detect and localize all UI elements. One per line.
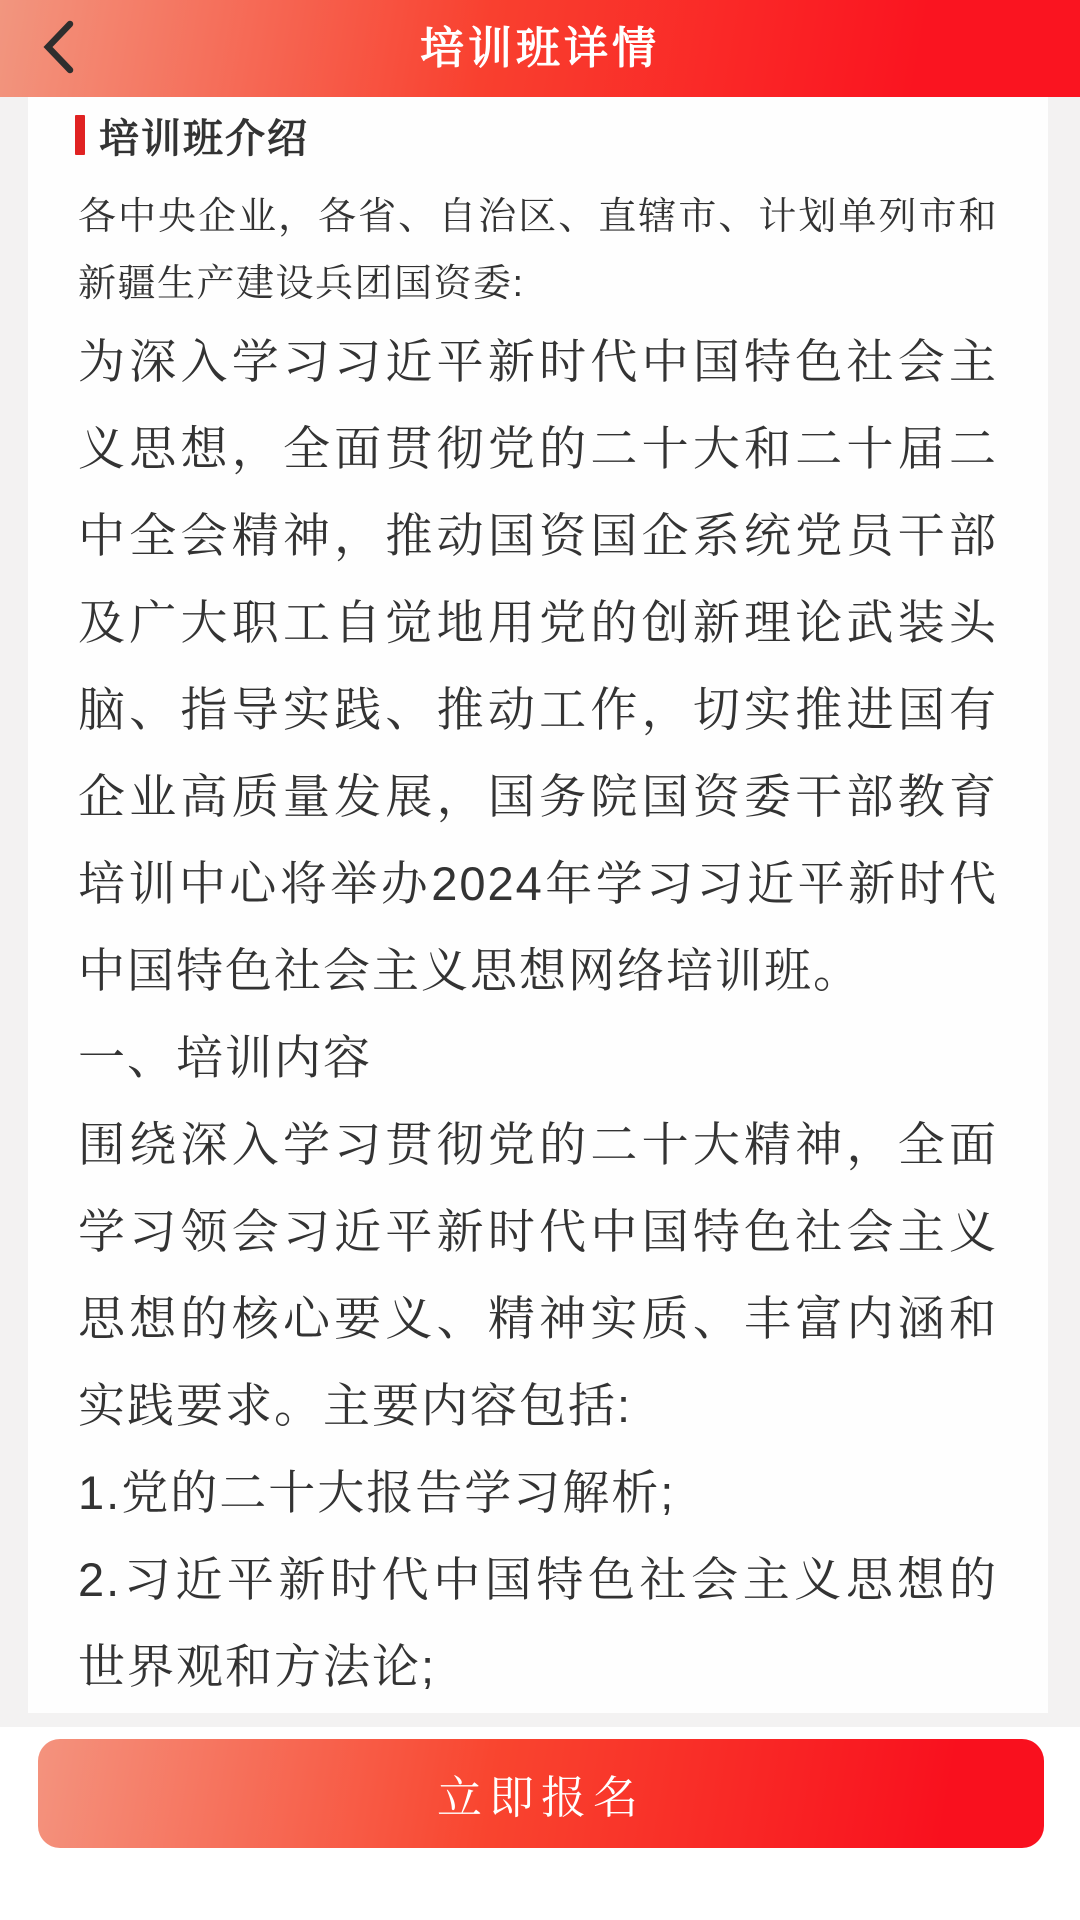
section-title: 培训班介绍 [99, 116, 309, 161]
paragraph-addressees: 各中央企业，各省、自治区、直辖市、计划单列市和新疆生产建设兵团国资委: [78, 196, 998, 305]
bottom-action-bar [0, 1727, 1080, 1920]
content-card[interactable] [28, 97, 1048, 1713]
signup-button-label: 立即报名 [436, 1772, 645, 1823]
section-accent-bar [75, 115, 85, 155]
chevron-left-icon [38, 19, 78, 78]
back-button[interactable] [20, 10, 96, 86]
heading-training-content: 一、培训内容 [78, 1031, 372, 1084]
signup-button[interactable] [38, 1739, 1044, 1848]
list-item-2: 2.习近平新时代中国特色社会主义思想的世界观和方法论; [78, 1553, 998, 1693]
page-title: 培训班详情 [420, 24, 660, 73]
paragraph-scope: 围绕深入学习贯彻党的二十大精神，全面学习领会习近平新时代中国特色社会主义思想的核心要义、精神实质、丰富内涵和实践要求。主要内容包括: [78, 1118, 998, 1432]
section-title-row [75, 113, 998, 161]
list-item-1: 1.党的二十大报告学习解析; [78, 1466, 676, 1519]
paragraph-purpose: 为深入学习习近平新时代中国特色社会主义思想，全面贯彻党的二十大和二十届二中全会精神，推动国资国企系统党员干部及广大职工自觉地用党的创新理论武装头脑、指导实践、推动工作，切实推进国有企业高质量发展，国务院国资委干部教育培训中心将举办2024年学习习近平新时代中国特色社会主义思想网络培训班。 [78, 335, 998, 997]
article-text [78, 184, 998, 1710]
header [0, 0, 1080, 97]
